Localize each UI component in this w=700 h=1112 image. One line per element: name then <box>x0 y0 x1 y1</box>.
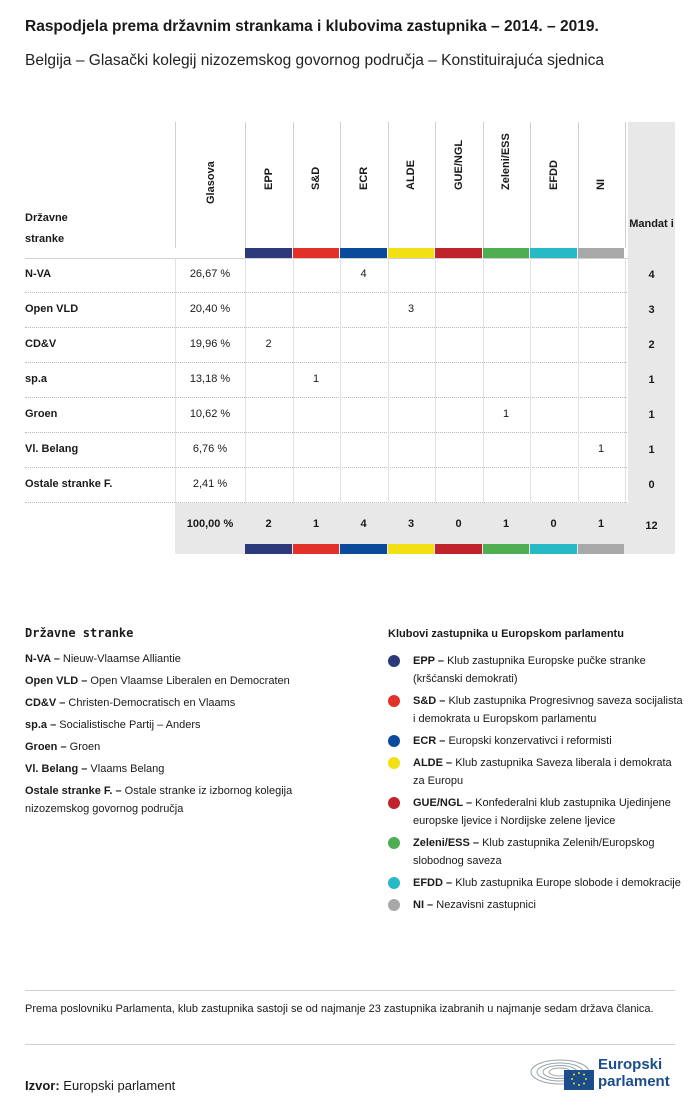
page-subtitle: Belgija – Glasački kolegij nizozemskog govornog područja – Konstituirajuća sjednica <box>25 52 604 69</box>
column-divider <box>340 433 341 468</box>
column-divider <box>340 328 341 363</box>
distribution-table <box>25 122 675 554</box>
party-name: Vl. Belang <box>25 443 79 455</box>
group-abbr: ALDE – <box>413 757 453 769</box>
group-color-bar <box>435 544 482 554</box>
column-divider <box>625 293 626 328</box>
column-divider <box>388 433 389 468</box>
group-header-2: ECR <box>357 166 370 190</box>
column-divider <box>435 122 436 248</box>
seat-cell: 1 <box>312 373 320 385</box>
seat-cell: 4 <box>360 268 367 280</box>
party-name: Open VLD <box>25 303 79 315</box>
mandates-cell: 3 <box>628 293 675 328</box>
column-divider <box>293 293 294 328</box>
column-divider <box>245 398 246 433</box>
total-seat-cell: 1 <box>502 518 510 530</box>
group-color-bar <box>293 544 340 554</box>
party-legend-item <box>25 738 345 756</box>
group-legend-item <box>388 652 683 688</box>
column-divider <box>293 468 294 503</box>
column-divider <box>625 398 626 433</box>
source-line <box>25 1078 175 1093</box>
group-color-bar <box>245 248 292 258</box>
column-divider <box>483 293 484 328</box>
divider <box>25 990 675 991</box>
party-abbr: CD&V – <box>25 697 66 709</box>
column-divider <box>483 468 484 503</box>
group-abbr: S&D – <box>413 695 446 707</box>
column-divider <box>435 468 436 503</box>
group-full-name: Klub zastupnika Zelenih/Europskog slobodnog saveza <box>413 837 655 867</box>
group-full-name: Klub zastupnika Europske pučke stranke (kršćanski demokrati) <box>413 655 646 685</box>
group-legend-item <box>388 732 683 750</box>
total-mandates: 12 <box>645 520 658 532</box>
column-divider <box>340 293 341 328</box>
party-legend-item <box>25 716 345 734</box>
logo-wordmark <box>598 1056 670 1090</box>
column-divider <box>175 293 176 328</box>
column-divider <box>578 398 579 433</box>
column-divider <box>625 363 626 398</box>
column-divider <box>625 433 626 468</box>
column-divider <box>530 328 531 363</box>
total-seat-cell: 1 <box>597 518 605 530</box>
mandates-cell: 2 <box>628 328 675 363</box>
party-abbr: N-VA – <box>25 653 60 665</box>
source-value: Europski parlament <box>63 1078 176 1093</box>
column-divider <box>435 398 436 433</box>
group-color-bar <box>435 248 482 258</box>
group-color-bar <box>340 544 387 554</box>
column-divider <box>293 122 294 248</box>
group-color-bar <box>530 248 577 258</box>
column-divider <box>293 258 294 293</box>
group-abbr: GUE/NGL – <box>413 797 473 809</box>
column-divider <box>578 468 579 503</box>
total-seat-cell: 1 <box>312 518 320 530</box>
column-divider <box>435 293 436 328</box>
column-divider <box>245 258 246 293</box>
mandates-column-header: Mandat i <box>628 122 675 258</box>
mandates-cell: 1 <box>628 363 675 398</box>
column-divider <box>175 328 176 363</box>
column-divider <box>435 258 436 293</box>
seat-cell: 1 <box>502 408 510 420</box>
column-divider <box>340 122 341 248</box>
party-legend-item <box>25 760 345 778</box>
column-divider <box>530 258 531 293</box>
vote-share: 20,40 % <box>189 303 231 315</box>
group-legend-heading: Klubovi zastupnika u Europskom parlamentu <box>388 628 624 640</box>
european-parliament-logo <box>530 1052 680 1096</box>
group-color-bar <box>388 544 435 554</box>
party-abbr: sp.a – <box>25 719 57 731</box>
column-divider <box>625 258 626 293</box>
total-seat-cell: 3 <box>407 518 415 530</box>
group-header-1: S&D <box>310 166 323 190</box>
column-divider <box>483 433 484 468</box>
party-legend <box>25 626 345 822</box>
seat-cell: 1 <box>597 443 605 455</box>
group-color-dot-icon <box>388 655 400 667</box>
column-divider <box>388 363 389 398</box>
total-seat-cell: 0 <box>550 518 557 530</box>
party-full-name: Open Vlaamse Liberalen en Democraten <box>90 675 290 687</box>
column-divider <box>388 122 389 248</box>
vote-share: 2,41 % <box>192 478 228 490</box>
totals-row <box>25 503 675 554</box>
party-full-name: Vlaams Belang <box>90 763 165 775</box>
column-divider <box>175 433 176 468</box>
group-color-bar <box>578 248 625 258</box>
party-full-name: Groen <box>69 741 101 753</box>
column-divider <box>530 468 531 503</box>
column-divider <box>483 122 484 248</box>
column-divider <box>388 258 389 293</box>
party-name: N-VA <box>25 268 52 280</box>
group-abbr: Zeleni/ESS – <box>413 837 480 849</box>
party-full-name: Christen-Democratisch en Vlaams <box>68 697 236 709</box>
group-color-dot-icon <box>388 695 400 707</box>
group-abbr: NI – <box>413 899 434 911</box>
party-name: Ostale stranke F. <box>25 478 113 490</box>
party-abbr: Groen – <box>25 741 67 753</box>
group-legend-item <box>388 896 683 914</box>
group-legend-item <box>388 794 683 830</box>
group-header-7: NI <box>595 179 608 190</box>
parliament-emblem-icon <box>530 1052 596 1096</box>
source-label: Izvor: <box>25 1078 60 1093</box>
column-divider <box>245 122 246 248</box>
group-color-bar <box>293 248 340 258</box>
party-legend-item <box>25 672 345 690</box>
group-header-4: GUE/NGL <box>452 139 465 190</box>
column-divider <box>625 328 626 363</box>
seat-cell: 2 <box>265 338 272 350</box>
column-divider <box>293 328 294 363</box>
column-divider <box>530 363 531 398</box>
column-divider <box>175 363 176 398</box>
footnote: Prema poslovniku Parlamenta, klub zastupnika sastoji se od najmanje 23 zastupnika izabranih u najmanje sedam država članica. <box>25 1003 654 1015</box>
vote-share: 10,62 % <box>189 408 231 420</box>
group-legend-item <box>388 834 683 870</box>
column-divider <box>175 468 176 503</box>
column-divider <box>578 328 579 363</box>
column-divider <box>578 258 579 293</box>
group-legend-item <box>388 692 683 728</box>
party-legend-item <box>25 694 345 712</box>
table-row <box>25 258 675 293</box>
party-name: CD&V <box>25 338 57 350</box>
total-seat-cell: 2 <box>265 518 272 530</box>
total-seat-cell: 4 <box>360 518 367 530</box>
party-legend-heading: Državne stranke <box>25 626 134 640</box>
vote-share: 19,96 % <box>189 338 231 350</box>
column-divider <box>530 398 531 433</box>
vote-share: 26,67 % <box>189 268 231 280</box>
group-color-dot-icon <box>388 757 400 769</box>
party-full-name: Socialistische Partij – Anders <box>59 719 201 731</box>
column-divider <box>175 258 176 293</box>
column-divider <box>245 363 246 398</box>
column-divider <box>435 328 436 363</box>
group-abbr: EPP – <box>413 655 444 667</box>
column-divider <box>340 468 341 503</box>
column-divider <box>175 122 176 248</box>
party-column-header: Državne stranke <box>25 212 68 245</box>
group-header-6: EFDD <box>547 160 560 190</box>
party-legend-item <box>25 650 345 668</box>
mandates-cell: 1 <box>628 398 675 433</box>
party-legend-item <box>25 782 345 818</box>
divider <box>25 1044 675 1045</box>
column-divider <box>388 328 389 363</box>
column-divider <box>483 363 484 398</box>
group-color-dot-icon <box>388 877 400 889</box>
column-divider <box>388 398 389 433</box>
logo-line-1: Europski <box>598 1056 663 1073</box>
column-divider <box>340 398 341 433</box>
column-divider <box>578 293 579 328</box>
party-abbr: Open VLD – <box>25 675 88 687</box>
column-divider <box>578 122 579 248</box>
group-full-name: Klub zastupnika Progresivnog saveza socijalista i demokrata u Europskom parlamentu <box>413 695 683 725</box>
column-divider <box>483 328 484 363</box>
group-full-name: Nezavisni zastupnici <box>436 899 536 911</box>
table-row <box>25 433 675 468</box>
logo-line-2: parlament <box>598 1073 670 1090</box>
mandates-cell: 1 <box>628 433 675 468</box>
column-divider <box>625 468 626 503</box>
column-divider <box>578 363 579 398</box>
group-color-bar <box>245 544 292 554</box>
column-divider <box>340 363 341 398</box>
group-full-name: Konfederalni klub zastupnika Ujedinjene europske ljevice i Nordijske zelene ljevice <box>413 797 671 827</box>
group-header-5: Zeleni/ESS <box>500 133 513 190</box>
column-divider <box>388 468 389 503</box>
column-divider <box>293 433 294 468</box>
group-color-bar <box>340 248 387 258</box>
group-full-name: Europski konzervativci i reformisti <box>448 735 612 747</box>
total-votes: 100,00 % <box>186 518 234 530</box>
group-color-bar <box>578 544 625 554</box>
column-divider <box>530 433 531 468</box>
group-header-0: EPP <box>262 167 275 190</box>
party-name: sp.a <box>25 373 48 385</box>
page-title: Raspodjela prema državnim strankama i klubovima zastupnika – 2014. – 2019. <box>25 18 599 35</box>
group-color-dot-icon <box>388 899 400 911</box>
table-row <box>25 363 675 398</box>
group-color-bar <box>483 248 530 258</box>
group-abbr: EFDD – <box>413 877 453 889</box>
group-full-name: Klub zastupnika Saveza liberala i demokrata za Europu <box>413 757 672 787</box>
group-color-bar <box>388 248 435 258</box>
column-divider <box>293 398 294 433</box>
party-name: Groen <box>25 408 58 420</box>
group-color-dot-icon <box>388 797 400 809</box>
votes-column-header: Glasova <box>205 161 217 204</box>
table-row <box>25 398 675 433</box>
table-row <box>25 468 675 503</box>
column-divider <box>483 258 484 293</box>
mandates-cell: 0 <box>628 468 675 503</box>
column-divider <box>245 293 246 328</box>
column-divider <box>435 433 436 468</box>
party-abbr: Vl. Belang – <box>25 763 88 775</box>
group-color-bar <box>483 544 530 554</box>
column-divider <box>435 363 436 398</box>
table-header <box>25 122 675 258</box>
group-header-3: ALDE <box>405 160 418 190</box>
column-divider <box>245 468 246 503</box>
group-full-name: Klub zastupnika Europe slobode i demokracije <box>455 877 681 889</box>
party-full-name: Ostale stranke iz izbornog kolegija nizozemskog govornog područja <box>25 785 293 815</box>
party-abbr: Ostale stranke F. – <box>25 785 122 797</box>
column-divider <box>245 433 246 468</box>
column-divider <box>530 293 531 328</box>
party-full-name: Nieuw-Vlaamse Alliantie <box>62 653 181 665</box>
vote-share: 13,18 % <box>189 373 231 385</box>
group-legend <box>388 628 683 918</box>
total-seat-cell: 0 <box>455 518 462 530</box>
vote-share: 6,76 % <box>192 443 228 455</box>
mandates-cell: 4 <box>628 258 675 293</box>
table-row <box>25 293 675 328</box>
seat-cell: 3 <box>407 303 415 315</box>
group-abbr: ECR – <box>413 735 446 747</box>
group-color-dot-icon <box>388 837 400 849</box>
table-row <box>25 328 675 363</box>
group-color-dot-icon <box>388 735 400 747</box>
column-divider <box>175 398 176 433</box>
group-legend-item <box>388 754 683 790</box>
column-divider <box>530 122 531 248</box>
group-color-bar <box>530 544 577 554</box>
group-legend-item <box>388 874 683 892</box>
column-divider <box>625 122 626 248</box>
